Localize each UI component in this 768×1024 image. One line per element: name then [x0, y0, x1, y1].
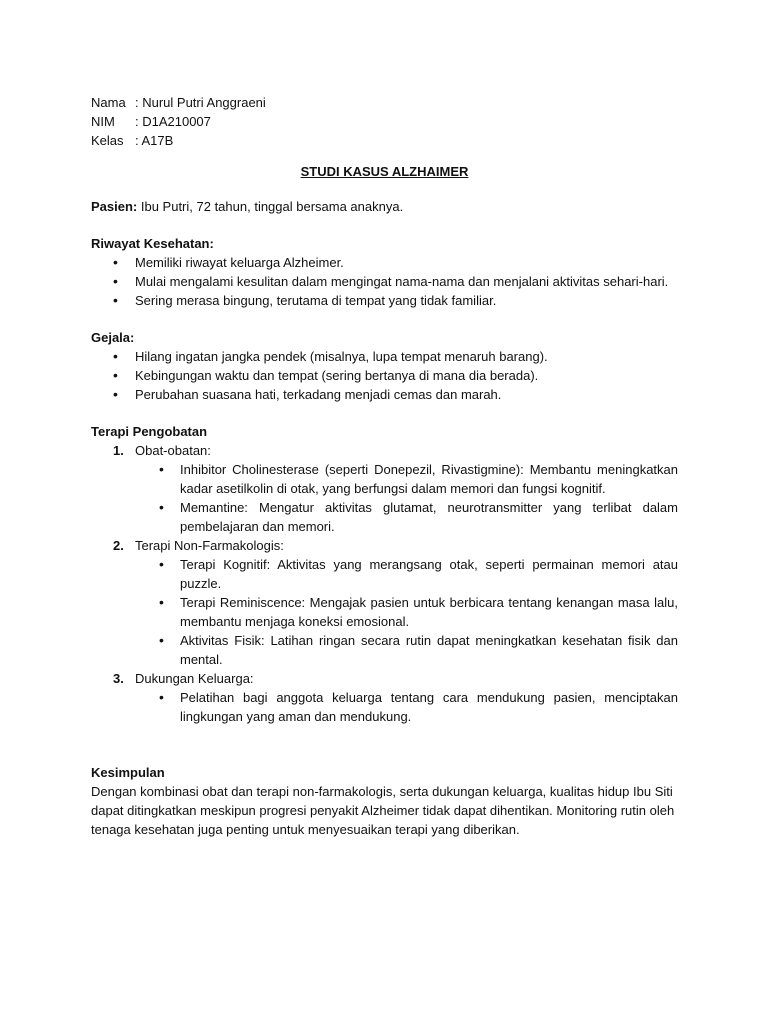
symptoms-list: [91, 347, 678, 404]
patient-line: [91, 197, 678, 216]
conclusion-text: Dengan kombinasi obat dan terapi non-farmakologis, serta dukungan keluarga, kualitas hidup Ibu Siti dapat ditingkatkan meskipun progresi penyakit Alzheimer tidak dapat dihentikan. Monitoring rutin oleh tenaga kesehatan juga penting untuk menyesuaikan terapi yang diberikan.: [91, 784, 675, 837]
therapy-sublist: [135, 555, 678, 669]
meta-name-value: : Nurul Putri Anggraeni: [135, 95, 266, 110]
therapy-group-number: 3.: [113, 671, 124, 686]
therapy-item: • Inhibitor Cholinesterase (seperti Donepezil, Rivastigmine): Membantu meningkatkan kadar asetilkolin di otak, yang berfungsi dalam memori dan fungsi kognitif.: [135, 460, 678, 498]
history-title: Riwayat Kesehatan:: [91, 236, 214, 251]
history-item: • Mulai mengalami kesulitan dalam mengingat nama-nama dan menjalani aktivitas sehari-hari.: [91, 272, 678, 291]
history-item: • Memiliki riwayat keluarga Alzheimer.: [91, 253, 678, 272]
therapy-sublist: [135, 460, 678, 536]
meta-kelas-label: Kelas: [91, 133, 124, 148]
meta-name-row: [91, 93, 678, 112]
meta-nim-value: : D1A210007: [135, 114, 211, 129]
therapy-item: • Memantine: Mengatur aktivitas glutamat, neurotransmitter yang terlibat dalam pembelajaran dan memori.: [135, 498, 678, 536]
therapy-sublist: [135, 688, 678, 726]
therapy-item: • Aktivitas Fisik: Latihan ringan secara rutin dapat meningkatkan kesehatan fisik dan mental.: [135, 631, 678, 669]
meta-kelas-value: : A17B: [135, 133, 174, 148]
meta-nim-label: NIM: [91, 114, 115, 129]
therapy-group: [91, 441, 678, 536]
symptoms-title: Gejala:: [91, 330, 135, 345]
patient-label: Pasien:: [91, 199, 138, 214]
symptom-item: • Kebingungan waktu dan tempat (sering bertanya di mana dia berada).: [91, 366, 678, 385]
meta-name-label: Nama: [91, 95, 126, 110]
therapy-item: • Pelatihan bagi anggota keluarga tentang cara mendukung pasien, menciptakan lingkungan yang aman dan mendukung.: [135, 688, 678, 726]
meta-nim-row: [91, 112, 678, 131]
symptom-item: • Hilang ingatan jangka pendek (misalnya, lupa tempat menaruh barang).: [91, 347, 678, 366]
therapy-group: [91, 536, 678, 669]
therapy-title: Terapi Pengobatan: [91, 424, 208, 439]
document-content: [91, 93, 678, 839]
history-item: • Sering merasa bingung, terutama di tempat yang tidak familiar.: [91, 291, 678, 310]
document-title: STUDI KASUS ALZHAIMER: [300, 164, 469, 179]
therapy-group-number: 2.: [113, 538, 124, 553]
patient-text: Ibu Putri, 72 tahun, tinggal bersama anaknya.: [137, 199, 404, 214]
therapy-item: • Terapi Reminiscence: Mengajak pasien untuk berbicara tentang kenangan masa lalu, membantu menjaga koneksi emosional.: [135, 593, 678, 631]
meta-kelas-row: [91, 131, 678, 150]
therapy-list: [91, 441, 678, 726]
therapy-group-label: Terapi Non-Farmakologis:: [135, 538, 284, 553]
history-list: [91, 253, 678, 310]
symptom-item: • Perubahan suasana hati, terkadang menjadi cemas dan marah.: [91, 385, 678, 404]
conclusion-title: Kesimpulan: [91, 765, 165, 780]
therapy-group-label: Dukungan Keluarga:: [135, 671, 254, 686]
therapy-group: [91, 669, 678, 726]
therapy-item: • Terapi Kognitif: Aktivitas yang merangsang otak, seperti permainan memori atau puzzle.: [135, 555, 678, 593]
therapy-group-number: 1.: [113, 443, 124, 458]
therapy-group-label: Obat-obatan:: [135, 443, 211, 458]
